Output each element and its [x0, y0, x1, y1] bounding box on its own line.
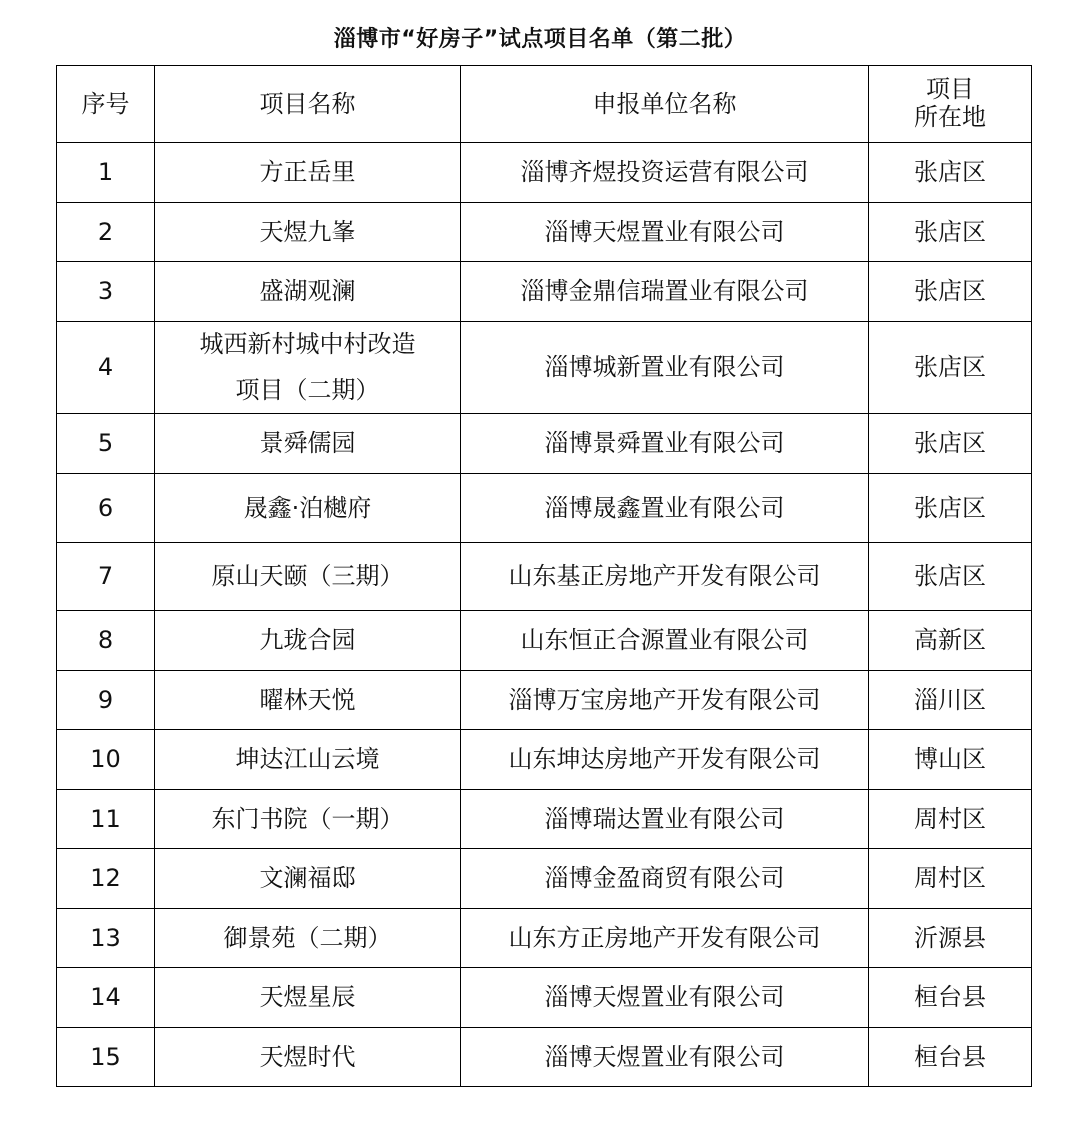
cell-location: 张店区 [869, 203, 1032, 262]
table-row [57, 671, 1032, 730]
cell-applicant-name: 山东方正房地产开发有限公司 [461, 909, 869, 968]
cell-location: 桓台县 [869, 968, 1032, 1028]
cell-location: 张店区 [869, 262, 1032, 322]
cell-location: 周村区 [869, 790, 1032, 849]
cell-applicant-name: 淄博天煜置业有限公司 [461, 1028, 869, 1087]
cell-index: 3 [57, 262, 155, 322]
cell-project-name: 曜林天悦 [155, 671, 461, 730]
cell-location: 周村区 [869, 849, 1032, 909]
table-row [57, 790, 1032, 849]
cell-location: 张店区 [869, 322, 1032, 414]
cell-location: 沂源县 [869, 909, 1032, 968]
cell-index: 1 [57, 143, 155, 203]
cell-index: 8 [57, 611, 155, 671]
cell-applicant-name: 淄博天煜置业有限公司 [461, 968, 869, 1028]
cell-project-name: 晟鑫·泊樾府 [155, 474, 461, 543]
cell-location: 高新区 [869, 611, 1032, 671]
cell-applicant-name: 淄博金盈商贸有限公司 [461, 849, 869, 909]
cell-project-name: 原山天颐（三期） [155, 543, 461, 611]
header-location [869, 66, 1032, 143]
cell-location: 张店区 [869, 474, 1032, 543]
table-header-row [57, 66, 1032, 143]
cell-project-name [155, 322, 461, 414]
header-project-name: 项目名称 [155, 66, 461, 143]
cell-project-name: 九珑合园 [155, 611, 461, 671]
cell-index: 15 [57, 1028, 155, 1087]
cell-applicant-name: 淄博瑞达置业有限公司 [461, 790, 869, 849]
cell-location: 张店区 [869, 414, 1032, 474]
table-row [57, 203, 1032, 262]
table-row [57, 414, 1032, 474]
cell-project-name: 方正岳里 [155, 143, 461, 203]
cell-project-name: 文澜福邸 [155, 849, 461, 909]
cell-location: 桓台县 [869, 1028, 1032, 1087]
table-row [57, 1028, 1032, 1087]
cell-applicant-name: 淄博金鼎信瑞置业有限公司 [461, 262, 869, 322]
cell-index: 4 [57, 322, 155, 414]
cell-project-name: 天煜星辰 [155, 968, 461, 1028]
table-row [57, 322, 1032, 414]
cell-index: 12 [57, 849, 155, 909]
cell-applicant-name: 淄博景舜置业有限公司 [461, 414, 869, 474]
cell-index: 11 [57, 790, 155, 849]
table-row [57, 849, 1032, 909]
page-title: 淄博市“好房子”试点项目名单（第二批） [333, 27, 747, 52]
table-row [57, 543, 1032, 611]
cell-index: 9 [57, 671, 155, 730]
cell-project-name: 盛湖观澜 [155, 262, 461, 322]
table-row [57, 262, 1032, 322]
header-index: 序号 [57, 66, 155, 143]
cell-location: 张店区 [869, 143, 1032, 203]
cell-applicant-name: 淄博晟鑫置业有限公司 [461, 474, 869, 543]
cell-index: 6 [57, 474, 155, 543]
cell-location: 博山区 [869, 730, 1032, 790]
cell-project-name: 天煜九峯 [155, 203, 461, 262]
cell-index: 14 [57, 968, 155, 1028]
project-list-table [56, 65, 1032, 1087]
cell-project-name: 东门书院（一期） [155, 790, 461, 849]
cell-index: 2 [57, 203, 155, 262]
cell-location: 张店区 [869, 543, 1032, 611]
cell-project-name-line2: 项目（二期） [235, 375, 380, 404]
cell-applicant-name: 淄博城新置业有限公司 [461, 322, 869, 414]
cell-index: 10 [57, 730, 155, 790]
table-row [57, 909, 1032, 968]
table-row [57, 730, 1032, 790]
cell-applicant-name: 山东基正房地产开发有限公司 [461, 543, 869, 611]
header-location-line2: 所在地 [914, 103, 986, 131]
table-row [57, 474, 1032, 543]
cell-project-name: 天煜时代 [155, 1028, 461, 1087]
cell-applicant-name: 山东坤达房地产开发有限公司 [461, 730, 869, 790]
header-applicant-name: 申报单位名称 [461, 66, 869, 143]
cell-applicant-name: 淄博万宝房地产开发有限公司 [461, 671, 869, 730]
cell-applicant-name: 山东恒正合源置业有限公司 [461, 611, 869, 671]
cell-location: 淄川区 [869, 671, 1032, 730]
cell-project-name: 御景苑（二期） [155, 909, 461, 968]
table-row [57, 611, 1032, 671]
cell-index: 5 [57, 414, 155, 474]
cell-project-name-line1: 城西新村城中村改造 [199, 330, 416, 358]
cell-project-name: 坤达江山云境 [155, 730, 461, 790]
cell-applicant-name: 淄博天煜置业有限公司 [461, 203, 869, 262]
cell-index: 13 [57, 909, 155, 968]
table-row [57, 968, 1032, 1028]
cell-project-name: 景舜儒园 [155, 414, 461, 474]
header-location-line1: 项目 [926, 75, 974, 104]
cell-applicant-name: 淄博齐煜投资运营有限公司 [461, 143, 869, 203]
table-row [57, 143, 1032, 203]
cell-index: 7 [57, 543, 155, 611]
